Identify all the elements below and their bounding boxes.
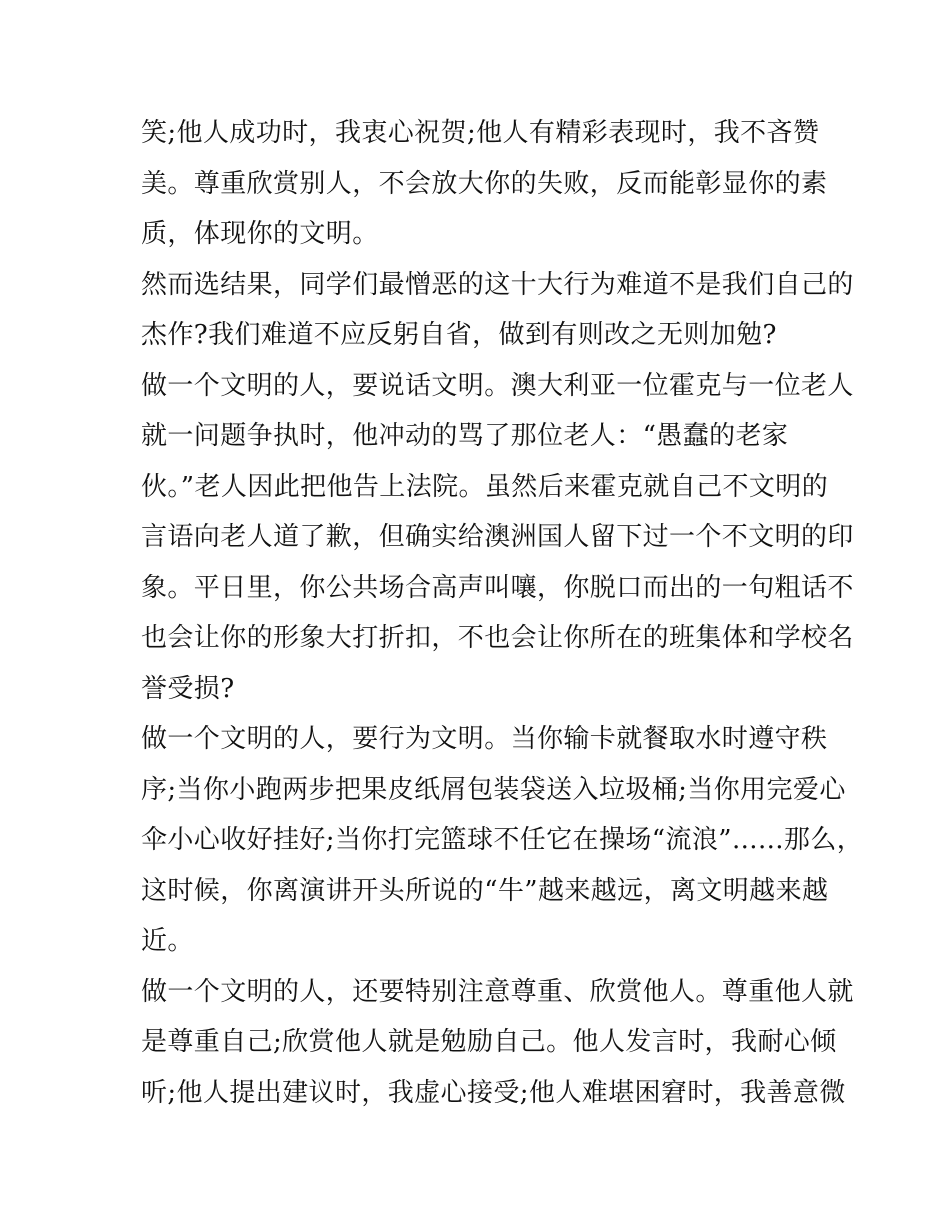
text-line: 是尊重自己;欣赏他人就是勉励自己。他人发言时，我耐心倾 (141, 1027, 837, 1057)
text-line: 杰作?我们难道不应反躬自省，做到有则改之无则加勉? (141, 320, 777, 350)
text-line: 也会让你的形象大打折扣，不也会让你所在的班集体和学校名 (141, 623, 854, 653)
body-text (141, 108, 864, 1118)
text-line: 美。尊重欣赏别人，不会放大你的失败，反而能彰显你的素 (141, 168, 828, 199)
text-line: 就一问题争执时，他冲动的骂了那位老人：“愚蠢的老家 (141, 421, 789, 451)
text-line: 做一个文明的人，要行为文明。当你输卡就餐取水时遵守秩 (141, 724, 828, 754)
text-line: 做一个文明的人，要说话文明。澳大利亚一位霍克与一位老人 (141, 370, 854, 401)
text-line: 序;当你小跑两步把果皮纸屑包装袋送入垃圾桶;当你用完爱心 (141, 774, 846, 805)
text-line: 听;他人提出建议时，我虚心接受;他人难堪困窘时，我善意微 (141, 1077, 846, 1108)
text-line: 然而选结果，同学们最憎恶的这十大行为难道不是我们自己的 (141, 269, 854, 300)
text-line: 这时候，你离演讲开头所说的“牛”越来越远，离文明越来越 (141, 875, 829, 906)
text-line: 言语向老人道了歉，但确实给澳洲国人留下过一个不文明的印 (141, 522, 854, 552)
text-line: 笑;他人成功时，我衷心祝贺;他人有精彩表现时，我不吝赞 (141, 118, 820, 148)
text-line: 近。 (141, 926, 194, 956)
text-line: 伙。”老人因此把他告上法院。虽然后来霍克就自己不文明的 (141, 471, 829, 502)
text-line: 伞小心收好挂好;当你打完篮球不任它在操场“流浪”......那么， (141, 825, 864, 855)
text-line: 质，体现你的文明。 (141, 219, 379, 249)
text-line: 誉受损? (141, 673, 235, 704)
text-line: 做一个文明的人，还要特别注意尊重、欣赏他人。尊重他人就 (141, 976, 854, 1007)
text-line: 象。平日里，你公共场合高声叫嚷，你脱口而出的一句粗话不 (141, 572, 854, 603)
